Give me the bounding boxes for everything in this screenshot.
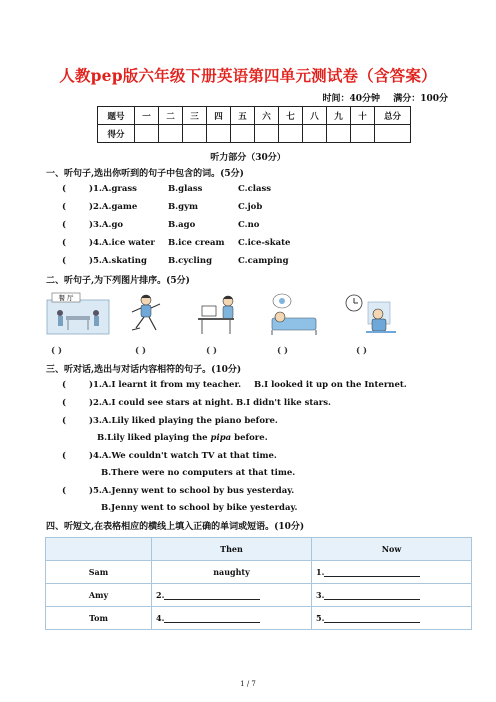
table-header-then: Then <box>152 538 312 561</box>
fill-in-table <box>45 537 472 630</box>
option-a: )1.A.grass <box>89 184 137 194</box>
restaurant-image <box>46 292 110 336</box>
clock-boy-image <box>342 292 398 336</box>
option-a: )5.A.skating <box>89 256 147 266</box>
option-b-end: before. <box>231 433 268 443</box>
answer-bracket[interactable]: ( <box>62 238 67 248</box>
option-b: B.I didn't like stars. <box>236 398 332 408</box>
answer-blank[interactable] <box>164 613 260 623</box>
score-header-cell: 二 <box>159 107 183 125</box>
option-c: C.camping <box>238 256 289 266</box>
row-name: Amy <box>46 584 152 607</box>
score-header-cell: 十 <box>351 107 375 125</box>
score-cell[interactable] <box>207 125 231 143</box>
section-3-heading: 三、听对话,选出与对话内容相符的句子。(10分) <box>46 365 242 375</box>
answer-bracket[interactable]: ( <box>62 184 67 194</box>
score-header-cell: 一 <box>135 107 159 125</box>
answer-bracket[interactable]: ( <box>62 220 67 230</box>
answer-blank[interactable] <box>164 590 260 600</box>
then-cell <box>152 607 312 630</box>
picture-clock-boy <box>342 292 398 336</box>
restaurant-sign: 餐 厅 <box>58 294 74 302</box>
score-cell[interactable] <box>303 125 327 143</box>
option-a: )2.A.I could see stars at night. <box>89 398 234 408</box>
option-a: )5.A.Jenny went to school by bus yesterday. <box>89 486 295 496</box>
score-header-total: 总分 <box>375 107 411 125</box>
score-header-cell: 五 <box>231 107 255 125</box>
option-b: B.Jenny went to school by bike yesterday. <box>101 503 298 513</box>
option-b-italic: pipa <box>210 433 232 443</box>
answer-bracket[interactable]: ( <box>62 451 67 461</box>
score-header-cell: 三 <box>183 107 207 125</box>
option-b-text: B.Lily liked playing the <box>97 433 211 443</box>
option-a: )3.A.Lily liked playing the piano before. <box>89 416 278 426</box>
table-header-now: Now <box>312 538 472 561</box>
now-cell <box>312 607 472 630</box>
blank-number: 5. <box>316 613 325 623</box>
score-header-label: 题号 <box>98 107 135 125</box>
option-b: B.I looked it up on the Internet. <box>254 380 407 390</box>
table-header-row <box>46 538 472 561</box>
picture-skating-boy <box>124 292 166 336</box>
option-b: B.glass <box>168 184 203 194</box>
answer-bracket[interactable]: ( <box>62 416 67 426</box>
time-limit: 时间：40分钟 <box>322 94 381 104</box>
option-c: C.ice-skate <box>238 238 291 248</box>
score-cell[interactable] <box>351 125 375 143</box>
answer-bracket[interactable]: ( <box>62 256 67 266</box>
score-header-cell: 七 <box>279 107 303 125</box>
option-b: B.There were no computers at that time. <box>101 468 296 478</box>
row-name: Tom <box>46 607 152 630</box>
answer-blank[interactable] <box>324 613 420 623</box>
exam-meta <box>323 91 448 104</box>
option-b: B.gym <box>168 202 199 212</box>
part-title: 听力部分（30分） <box>210 153 286 163</box>
score-cell[interactable] <box>279 125 303 143</box>
score-header-cell: 八 <box>303 107 327 125</box>
blank-number: 4. <box>156 613 165 623</box>
picture-answer-bracket[interactable]: ( ) <box>51 346 63 356</box>
sleeping-boy-image <box>266 292 320 336</box>
option-c: C.job <box>238 202 263 212</box>
table-row <box>46 607 472 630</box>
score-header-cell: 六 <box>255 107 279 125</box>
score-header-cell: 九 <box>327 107 351 125</box>
blank-number: 1. <box>316 567 325 577</box>
option-c: C.class <box>238 184 272 194</box>
skating-boy-image <box>124 292 166 336</box>
then-value: naughty <box>152 561 312 584</box>
score-cell[interactable] <box>183 125 207 143</box>
picture-answer-bracket[interactable]: ( ) <box>135 346 147 356</box>
picture-answer-bracket[interactable]: ( ) <box>277 346 289 356</box>
section-1-heading: 一、听句子,选出你听到的句子中包含的词。(5分) <box>46 169 244 179</box>
score-table <box>97 106 411 143</box>
score-header-cell: 四 <box>207 107 231 125</box>
table-row <box>46 584 472 607</box>
answer-blank[interactable] <box>324 567 420 577</box>
picture-answer-bracket[interactable]: ( ) <box>356 346 368 356</box>
picture-boy-computer <box>196 292 244 336</box>
answer-bracket[interactable]: ( <box>62 380 67 390</box>
picture-restaurant <box>46 292 110 336</box>
score-row-label: 得分 <box>98 125 135 143</box>
option-a: )2.A.game <box>89 202 138 212</box>
option-b: B.cycling <box>168 256 213 266</box>
section-2-heading: 二、听句子,为下列图片排序。(5分) <box>46 276 190 286</box>
full-score: 满分：100分 <box>393 94 448 104</box>
now-cell <box>312 584 472 607</box>
table-header-blank <box>46 538 152 561</box>
score-cell[interactable] <box>327 125 351 143</box>
answer-bracket[interactable]: ( <box>62 398 67 408</box>
answer-blank[interactable] <box>324 590 420 600</box>
table-row <box>46 561 472 584</box>
option-a: )3.A.go <box>89 220 124 230</box>
blank-number: 2. <box>156 590 165 600</box>
option-c: C.no <box>238 220 260 230</box>
page-number: 1 / 7 <box>240 680 256 688</box>
score-cell[interactable] <box>231 125 255 143</box>
option-b <box>97 433 268 443</box>
score-cell[interactable] <box>159 125 183 143</box>
option-a: )4.A.ice water <box>89 238 155 248</box>
option-a: )4.A.We couldn't watch TV at that time. <box>89 451 277 461</box>
answer-bracket[interactable]: ( <box>62 202 67 212</box>
then-cell <box>152 584 312 607</box>
section-4-heading: 四、听短文,在表格相应的横线上填入正确的单词或短语。(10分) <box>46 522 305 532</box>
score-cell[interactable] <box>375 125 411 143</box>
blank-number: 3. <box>316 590 325 600</box>
score-cell[interactable] <box>135 125 159 143</box>
picture-sleeping-boy <box>266 292 320 336</box>
row-name: Sam <box>46 561 152 584</box>
boy-computer-image <box>196 292 244 336</box>
answer-bracket[interactable]: ( <box>62 486 67 496</box>
document-title: 人教pep版六年级下册英语第四单元测试卷（含答案） <box>59 66 437 85</box>
picture-answer-bracket[interactable]: ( ) <box>206 346 218 356</box>
option-b: B.ice cream <box>168 238 225 248</box>
score-cell[interactable] <box>255 125 279 143</box>
option-a: )1.A.I learnt it from my teacher. <box>89 380 242 390</box>
now-cell <box>312 561 472 584</box>
option-b: B.ago <box>168 220 196 230</box>
